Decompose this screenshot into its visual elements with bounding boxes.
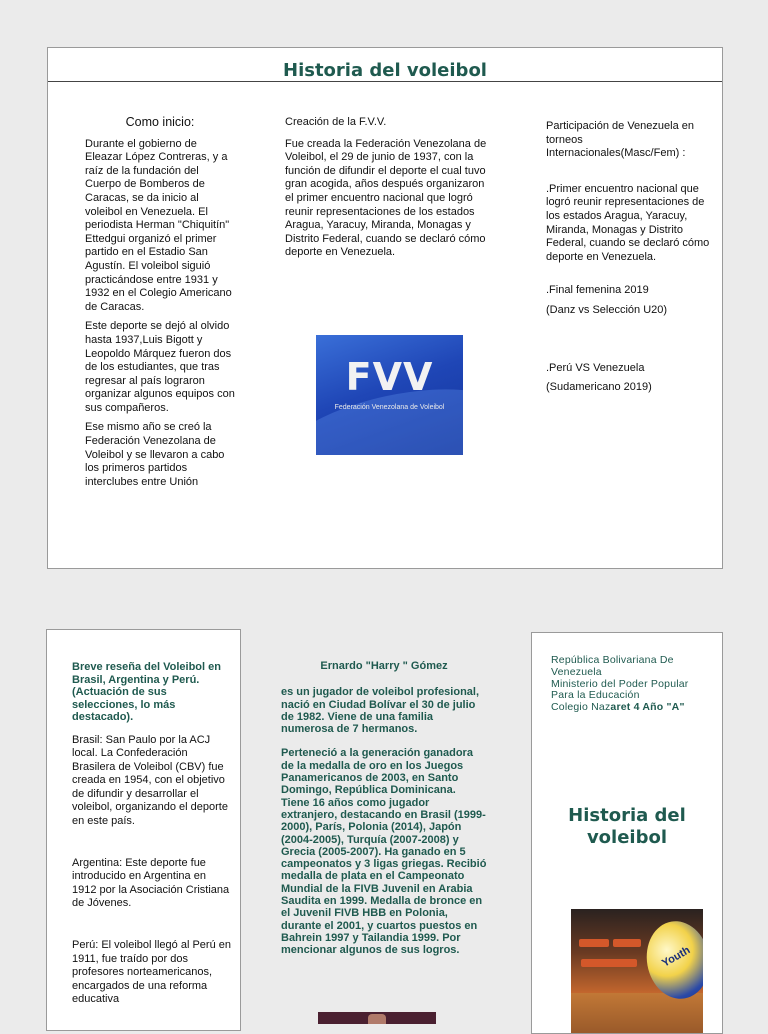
column-como-inicio — [85, 116, 235, 495]
school-suffix: aret 4 Año "A" — [610, 701, 685, 714]
brochure-cover-panel — [531, 632, 723, 1034]
paragraph: Fue creada la Federación Venezolana de Voleibol, el 29 de junio de 1937, con la función de difundir el deporte el cual tuvo gran acogida, años después organizaron el primer encuentro nacional que logró reunir representaciones de los estados Aragua, Yaracuy, Miranda, Monagas y Distrito Federal, cuando se declaró cómo deporte en Venezuela. — [285, 137, 487, 259]
player-photo — [318, 1012, 436, 1024]
paragraph: es un jugador de voleibol profesional, nació en Ciudad Bolívar el 30 de julio de 1982. Viene de una familia numerosa de 7 hermanos. — [281, 686, 480, 736]
cover-header — [551, 655, 711, 714]
logo-subtitle: Federación Venezolana de Voleibol — [334, 404, 445, 411]
paragraph: Perteneció a la generación ganadora de la medalla de oro en los Juegos Panamericanos de 2003, en Santo Domingo, República Dominicana. Tiene 16 años como jugador extranjero, destacando en Brasil (1999-2000), París, Polonia (2014), Japón (2004-2005), Turquía (2007-2008) y Grecia (2005-2007). Ha ganado en 5 campeonatos y 3 ligas griegas. Recibió medalla de plata en el Campeonato Mundial de la FIVB Juvenil en Arabia Saudita en 1999. Medalla de bronce en el Juvenil FIVB HBB en Polonia, durante el 2001, y cuartos puestos en Bahrein 1997 y Tailandia 1999. Por mencionar algunos de sus logros. — [281, 747, 487, 957]
harry-gomez-section — [281, 660, 487, 963]
column-heading: Creación de la F.V.V. — [285, 116, 387, 128]
ball-label: Youth — [660, 944, 693, 970]
court-floor — [571, 993, 703, 1033]
brochure-inner-panel — [47, 47, 723, 569]
header-line: Ministerio del Poder Popular Para la Educación — [551, 677, 689, 702]
column-heading: Participación de Venezuela en torneos Internacionales(Masc/Fem) : — [546, 120, 694, 160]
stadium-seat — [613, 939, 641, 947]
section-heading: Breve reseña del Voleibol en Brasil, Argentina y Perú. (Actuación de sus selecciones, lo más destacado). — [72, 661, 221, 723]
resena-column — [72, 661, 232, 1013]
header-line: República Bolivariana De Venezuela — [551, 654, 674, 678]
list-item: .Primer encuentro nacional que logró reunir representaciones de los estados Aragua, Yaracuy, Miranda, Monagas y Distrito Federal, cuando se declaró cómo deporte en Venezuela. — [546, 182, 710, 263]
school-line — [551, 702, 711, 714]
title-divider — [48, 81, 722, 82]
school-prefix: Colegio Naz — [551, 701, 611, 714]
logo-text: FVV — [345, 355, 434, 399]
paragraph: Este deporte se dejó al olvido hasta 1937,Luis Bigott y Leopoldo Márquez fueron dos de los estudiantes, que tras regresar al país lograron organizar algunos equipos con sus compañeros. — [85, 320, 235, 414]
column-participacion — [546, 120, 710, 401]
stadium-seat — [581, 959, 637, 967]
list-item: .Perú VS Venezuela — [546, 361, 645, 374]
fvv-logo — [316, 335, 463, 455]
paragraph: Ese mismo año se creó la Federación Venezolana de Voleibol y se llevaron a cabo los primeros partidos interclubes entre Unión — [85, 421, 225, 488]
paragraph: Durante el gobierno de Eleazar López Contreras, y a raíz de la fundación del Cuerpo de Bomberos de Caracas, se da inicio al voleibol en Venezuela. El periodista Herman "Chiquitín" Ettedgui organizó el primer partido en el Estadio San Agustín. El voleibol siguió practicándose entre 1931 y 1932 en el Colegio Americano de Caracas. — [85, 137, 232, 313]
volleyball-photo — [571, 909, 703, 1033]
page-title: Historia del voleibol — [283, 60, 487, 81]
column-creacion-fvv — [285, 116, 493, 266]
brochure-left-panel — [46, 629, 241, 1031]
list-item: (Sudamericano 2019) — [546, 381, 652, 394]
cover-title: Historia del voleibol — [568, 805, 686, 848]
column-heading: Como inicio: — [125, 115, 195, 129]
stadium-seat — [579, 939, 609, 947]
paragraph: Argentina: Este deporte fue introducido en Argentina en 1912 por la Asociación Cristiana de Jóvenes. — [72, 856, 230, 910]
list-item: (Danz vs Selección U20) — [546, 303, 668, 316]
list-item: .Final femenina 2019 — [546, 284, 649, 297]
paragraph: Brasil: San Paulo por la ACJ local. La Confederación Brasilera de Voleibol (CBV) fue creada en 1954, con el objetivo de difundir y desarrollar el voleibol, organizando el deporte en este país. — [72, 733, 228, 828]
section-heading: Ernardo "Harry " Gómez — [320, 660, 448, 672]
paragraph: Perú: El voleibol llegó al Perú en 1911, fue traído por dos profesores norteamericanos, encargados de una reforma educativa — [72, 939, 231, 1006]
